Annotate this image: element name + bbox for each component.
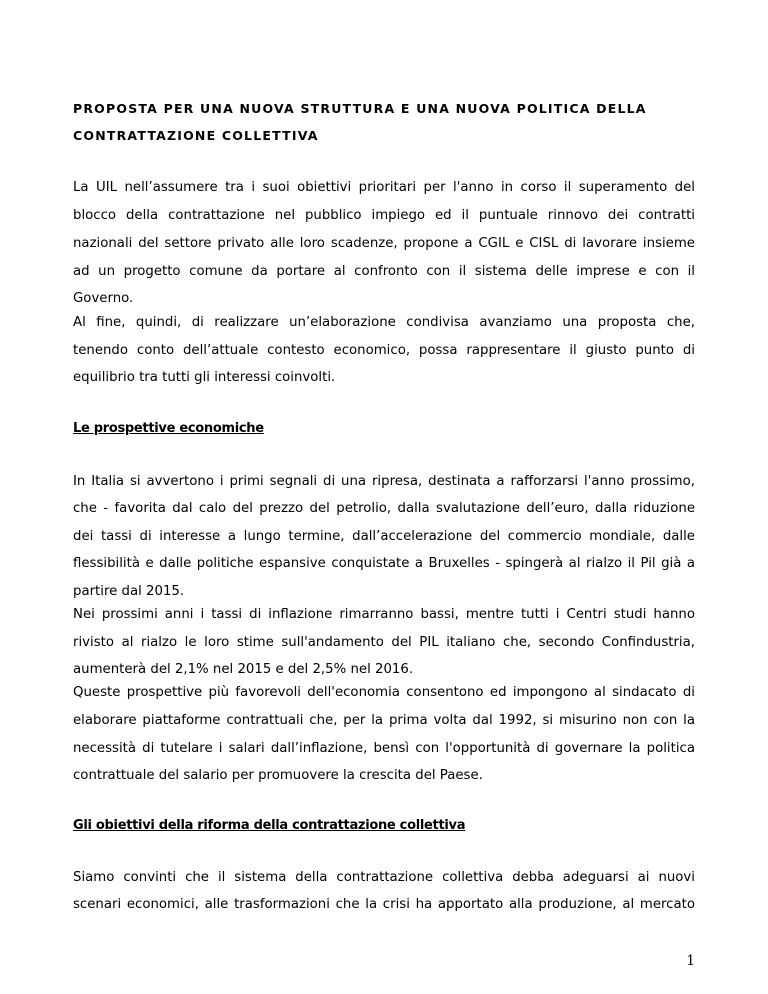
intro-paragraph-line: ad un progetto comune da portare al confronto con il sistema delle imprese e con il [73, 264, 695, 279]
intro-paragraph-line: Governo. [73, 291, 134, 306]
prospettive-paragraph-line: partire dal 2015. [73, 584, 185, 599]
prospettive-paragraph-line: che - favorita dal calo del prezzo del petrolio, dalla svalutazione dell’euro, dalla riduzione [73, 501, 695, 516]
prospettive-paragraph-line: Nei prossimi anni i tassi di inflazione rimarranno bassi, mentre tutti i Centri studi hanno [73, 607, 695, 622]
intro-paragraph-line: equilibrio tra tutti gli interessi coinvolti. [73, 370, 336, 385]
document-title-line-2: CONTRATTAZIONE COLLETTIVA [73, 128, 319, 143]
prospettive-paragraph-line: dei tassi di interesse a lungo termine, dall’accelerazione del commercio mondiale, dalle [73, 529, 695, 544]
prospettive-paragraph-line: rivisto al rialzo le loro stime sull'andamento del PIL italiano che, secondo Confindustria, [73, 635, 695, 650]
intro-paragraph-line: nazionali del settore privato alle loro scadenze, propone a CGIL e CISL di lavorare insieme [73, 236, 695, 251]
prospettive-paragraph-line: elaborare piattaforme contrattuali che, per la prima volta dal 1992, si misurino non con la [73, 713, 695, 728]
prospettive-paragraph-line: aumenterà del 2,1% nel 2015 e del 2,5% nel 2016. [73, 662, 414, 677]
obiettivi-paragraph-line: scenari economici, alle trasformazioni che la crisi ha apportato alla produzione, al mercato [73, 897, 695, 912]
prospettive-paragraph-line: In Italia si avvertono i primi segnali di una ripresa, destinata a rafforzarsi l'anno prossimo, [73, 474, 695, 489]
intro-paragraph-line: La UIL nell’assumere tra i suoi obiettivi prioritari per l'anno in corso il superamento del [73, 180, 695, 195]
intro-paragraph-line: Al fine, quindi, di realizzare un’elaborazione condivisa avanziamo una proposta che, [73, 315, 695, 330]
obiettivi-paragraph-line: Siamo convinti che il sistema della contrattazione collettiva debba adeguarsi ai nuovi [73, 870, 695, 885]
document-title-line-1: PROPOSTA PER UNA NUOVA STRUTTURA E UNA NUOVA POLITICA DELLA [73, 101, 647, 116]
prospettive-paragraph-line: necessità di tutelare i salari dall’inflazione, bensì con l'opportunità di governare la politica [73, 741, 695, 756]
prospettive-paragraph-line: contrattuale del salario per promuovere la crescita del Paese. [73, 768, 483, 783]
section-heading-obiettivi: Gli obiettivi della riforma della contrattazione collettiva [73, 818, 466, 833]
intro-paragraph-line: blocco della contrattazione nel pubblico impiego ed il puntuale rinnovo dei contratti [73, 208, 695, 223]
intro-paragraph-line: tenendo conto dell’attuale contesto economico, possa rappresentare il giusto punto di [73, 343, 695, 358]
prospettive-paragraph-line: flessibilità e dalle politiche espansive conquistate a Bruxelles - spingerà al rialzo il Pil già a [73, 556, 695, 571]
section-heading-prospettive: Le prospettive economiche [73, 421, 264, 436]
page-number: 1 [686, 953, 695, 969]
prospettive-paragraph-line: Queste prospettive più favorevoli dell'economia consentono ed impongono al sindacato di [73, 685, 695, 700]
